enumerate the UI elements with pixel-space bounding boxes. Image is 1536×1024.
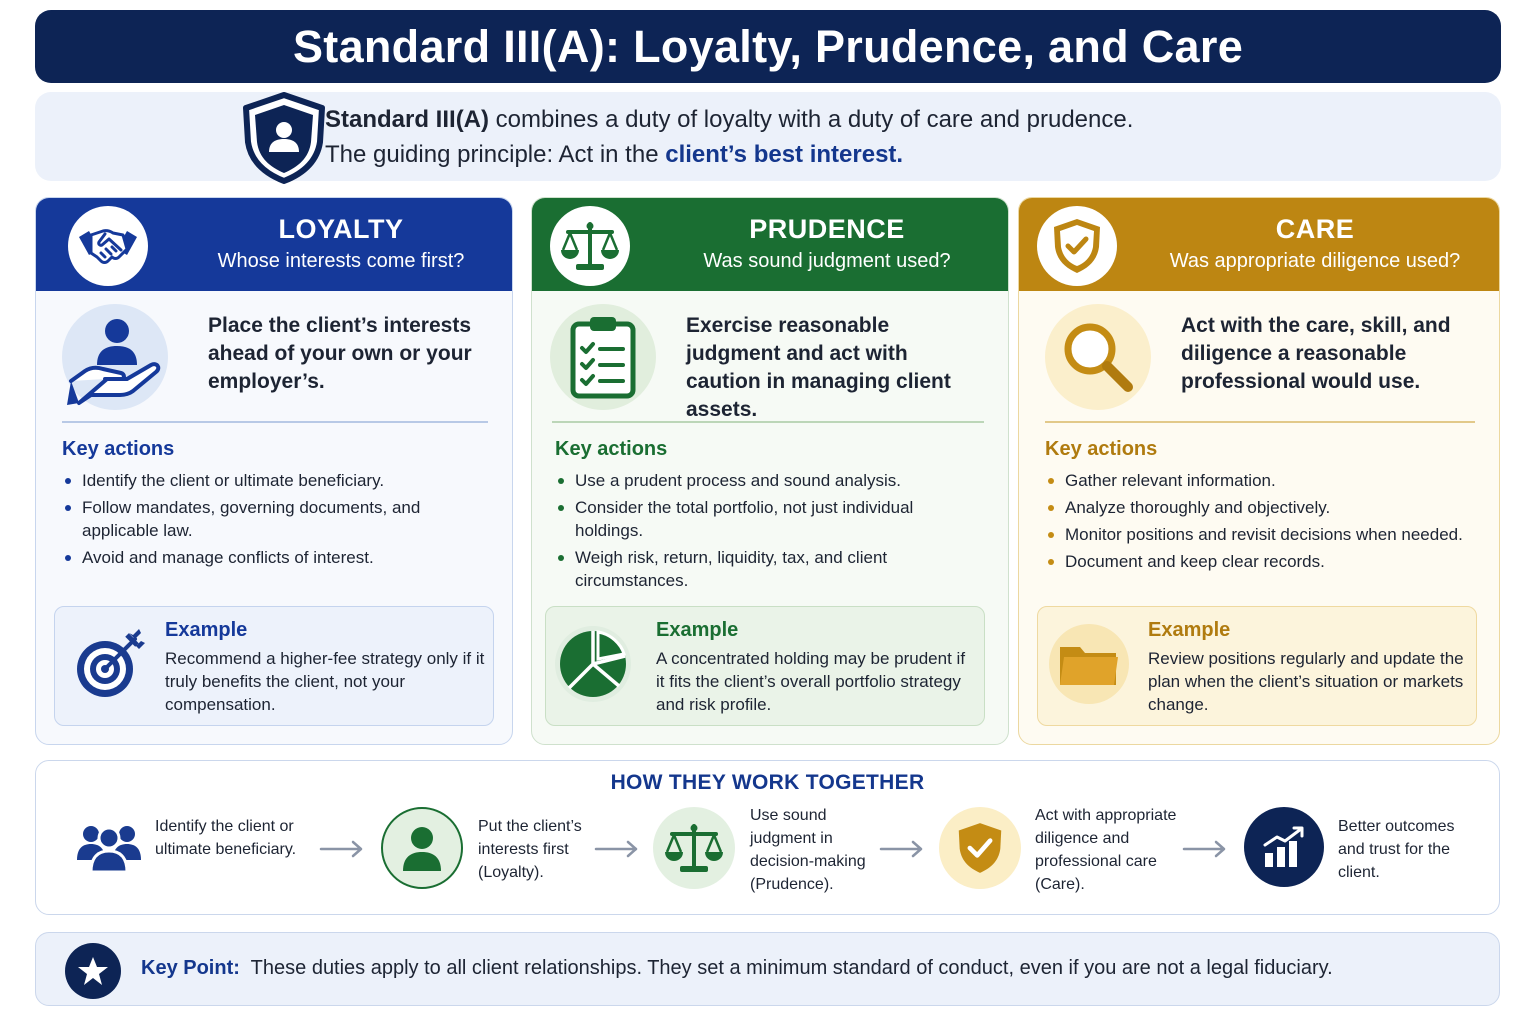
folder-icon (1044, 619, 1134, 709)
intro-line-2: The guiding principle: Act in the client’s best interest. (325, 141, 904, 168)
intro-line-1: Standard III(A) combines a duty of loyalty with a duty of care and prudence. (325, 106, 1134, 133)
handshake-icon (68, 206, 148, 286)
care-example-title: Example (1148, 619, 1231, 641)
people-group-icon (68, 805, 150, 887)
key-point-banner (35, 932, 1500, 1006)
step-3-text: Use sound judgment in decision-making (Prudence). (750, 807, 866, 893)
prudence-key-actions-list (555, 469, 975, 596)
care-card (1018, 197, 1500, 745)
arrow-right-icon (594, 839, 640, 859)
step-4-text: Act with appropriate diligence and professional care (Care). (1035, 807, 1177, 893)
care-lead-text: Act with the care, skill, and diligence a reasonable professional would use. (1181, 314, 1451, 393)
prudence-example-box (545, 606, 985, 726)
step-2-text: Put the client’s interests first (Loyalty). (478, 818, 582, 881)
page-title: Standard III(A): Loyalty, Prudence, and Care (35, 10, 1501, 83)
loyalty-title: LOYALTY (278, 214, 404, 244)
shield-check-icon (939, 807, 1021, 889)
target-icon (65, 619, 155, 709)
prudence-title: PRUDENCE (749, 214, 905, 244)
prudence-lead-text: Exercise reasonable judgment and act with caution in managing client assets. (686, 314, 951, 421)
loyalty-example-box (54, 606, 494, 726)
arrow-right-icon (1182, 839, 1228, 859)
list-item: Avoid and manage conflicts of interest. (62, 546, 482, 569)
list-item: Monitor positions and revisit decisions when needed. (1045, 523, 1465, 546)
clipboard-checklist-icon (550, 304, 656, 410)
loyalty-lead-text: Place the client’s interests ahead of your own or your employer’s. (208, 314, 472, 393)
list-item: Weigh risk, return, liquidity, tax, and client circumstances. (555, 546, 975, 592)
prudence-divider (552, 421, 984, 423)
arrow-right-icon (879, 839, 925, 859)
care-example-box (1037, 606, 1477, 726)
together-title: HOW THEY WORK TOGETHER (610, 771, 925, 794)
prudence-card (531, 197, 1009, 745)
person-icon (381, 807, 463, 889)
care-divider (1045, 421, 1475, 423)
shield-person-icon (240, 92, 328, 184)
care-example-text: Review positions regularly and update the plan when the client’s situation or markets change. (1148, 649, 1464, 714)
loyalty-header (36, 198, 512, 291)
care-header (1019, 198, 1499, 291)
scales-icon (550, 206, 630, 286)
list-item: Consider the total portfolio, not just individual holdings. (555, 496, 975, 542)
prudence-key-actions-title: Key actions (555, 438, 668, 460)
prudence-header (532, 198, 1008, 291)
key-point-text: Key Point: These duties apply to all client relationships. They set a minimum standard of conduct, even if you are not a legal fiduciary. (141, 957, 1333, 979)
magnifying-glass-icon (1045, 304, 1151, 410)
shield-check-icon (1037, 206, 1117, 286)
arrow-right-icon (319, 839, 365, 859)
loyalty-example-text: Recommend a higher-fee strategy only if it truly benefits the client, not your compensation. (165, 649, 485, 714)
growth-chart-icon (1244, 807, 1324, 887)
care-question: Was appropriate diligence used? (1169, 250, 1461, 272)
care-key-actions-title: Key actions (1045, 438, 1158, 460)
list-item: Analyze thoroughly and objectively. (1045, 496, 1465, 519)
loyalty-divider (62, 421, 488, 423)
care-title: CARE (1275, 214, 1355, 244)
prudence-example-title: Example (656, 619, 739, 641)
list-item: Document and keep clear records. (1045, 550, 1465, 573)
loyalty-card (35, 197, 513, 745)
step-5-text: Better outcomes and trust for the client. (1338, 818, 1455, 881)
prudence-question: Was sound judgment used? (703, 250, 951, 272)
list-item: Identify the client or ultimate beneficiary. (62, 469, 482, 492)
pie-chart-icon (548, 619, 638, 709)
loyalty-key-actions-title: Key actions (62, 438, 175, 460)
loyalty-key-actions-list (62, 469, 482, 573)
step-1-text: Identify the client or ultimate beneficiary. (155, 818, 297, 858)
loyalty-question: Whose interests come first? (217, 250, 465, 272)
star-icon (65, 943, 121, 999)
list-item: Gather relevant information. (1045, 469, 1465, 492)
list-item: Use a prudent process and sound analysis. (555, 469, 975, 492)
hand-holding-person-icon (62, 304, 168, 410)
prudence-example-text: A concentrated holding may be prudent if it fits the client’s overall portfolio strategy and risk profile. (656, 649, 966, 714)
care-key-actions-list (1045, 469, 1465, 577)
intro-banner (35, 92, 1501, 181)
list-item: Follow mandates, governing documents, and applicable law. (62, 496, 482, 542)
scales-icon (653, 807, 735, 889)
how-they-work-together (35, 760, 1500, 915)
loyalty-example-title: Example (165, 619, 248, 641)
